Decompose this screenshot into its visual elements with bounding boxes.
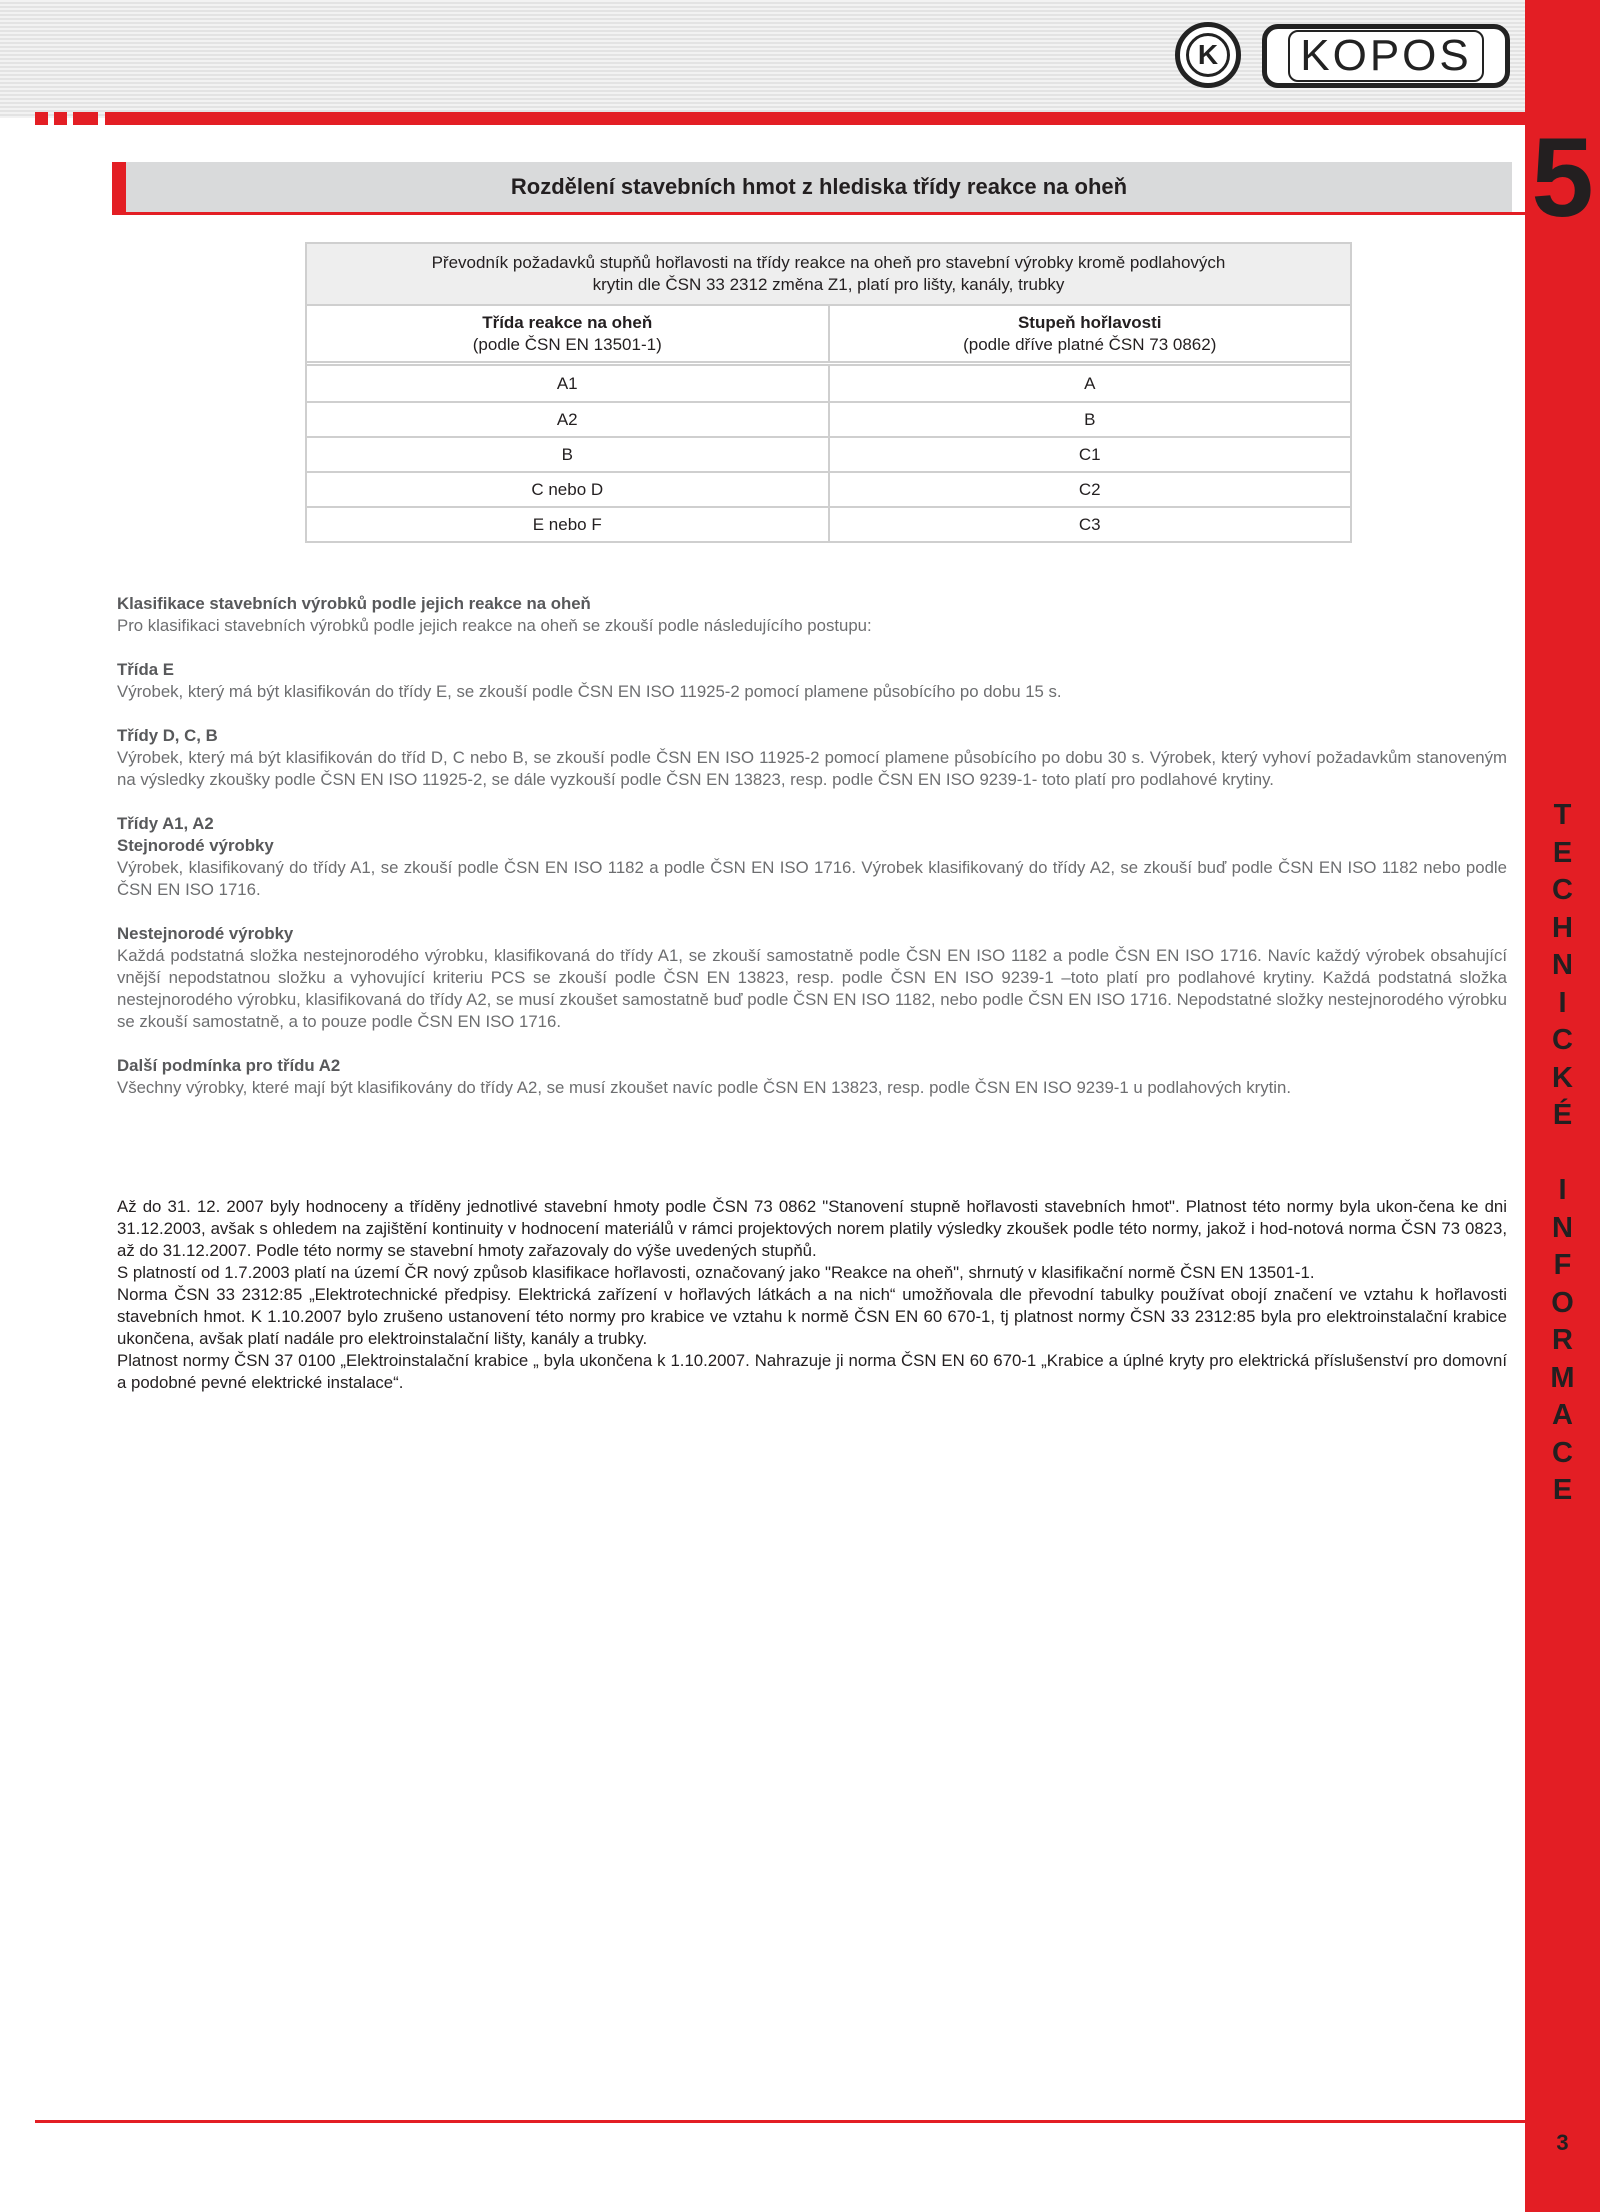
side-label-letter: M <box>1550 1361 1575 1394</box>
reaction-class-cell: C nebo D <box>531 479 604 499</box>
note-paragraph: S platností od 1.7.2003 platí na území ČR nový způsob klasifikace hořlavosti, označovaný jako "Reakce na oheň", shrnutý v klasifikační normě ČSN EN 13501-1. <box>117 1263 1315 1282</box>
side-label-letter: E <box>1552 836 1573 869</box>
side-label-letter: O <box>1551 1286 1574 1319</box>
side-label-letter: É <box>1552 1099 1573 1131</box>
class-e-heading: Třída E <box>117 660 174 679</box>
class-a-heading: Třídy A1, A2 <box>117 814 214 833</box>
table-header-col1: Třída reakce na oheň (podle ČSN EN 13501-1) <box>472 312 662 354</box>
reaction-class-cell: B <box>561 444 573 464</box>
class-a-text: Výrobek, klasifikovaný do třídy A1, se zkouší podle ČSN EN ISO 1182 a podle ČSN EN ISO 1716. Výrobek klasifikovaný do třídy A2, se zkouší buď podle ČSN EN ISO 1182 nebo podle ČSN EN ISO 1716. <box>117 858 1507 899</box>
side-label-letter: N <box>1552 949 1573 981</box>
header-red-line <box>105 112 1525 125</box>
classification-section <box>117 593 1507 1099</box>
flammability-grade-cell: A <box>828 366 1351 401</box>
flammability-grade-cell: C2 <box>828 473 1351 506</box>
a2-condition-heading: Další podmínka pro třídu A2 <box>117 1056 341 1075</box>
side-label-letter: H <box>1552 911 1573 944</box>
section-title-bar <box>112 162 1512 212</box>
table-row <box>307 401 1350 436</box>
table-row <box>307 436 1350 471</box>
classification-heading: Klasifikace stavebních výrobků podle jejich reakce na oheň <box>117 594 591 613</box>
footer-red-line <box>35 2120 1525 2123</box>
side-label-letter <box>1525 1135 1600 1173</box>
flammability-grade-cell: C1 <box>828 438 1351 471</box>
a2-condition-text: Všechny výrobky, které mají být klasifikovány do třídy A2, se musí zkoušet navíc podle ČSN EN 13823, resp. podle ČSN EN ISO 9239-1 u podlahových krytin. <box>117 1078 1291 1097</box>
page-title: Rozdělení stavebních hmot z hlediska třídy reakce na oheň <box>510 174 1128 199</box>
side-label-letter: R <box>1552 1324 1573 1356</box>
side-label-letter: T <box>1553 799 1572 831</box>
classification-intro: Pro klasifikaci stavebních výrobků podle jejich reakce na oheň se zkouší podle následujícího postupu: <box>117 616 872 635</box>
flammability-grade-cell: C3 <box>828 508 1351 541</box>
side-label-technicke-informace <box>1525 797 1600 1510</box>
side-label-letter: C <box>1552 1024 1573 1056</box>
chapter-number: 5 <box>1531 115 1594 240</box>
side-label-letter: F <box>1553 1249 1572 1281</box>
table-row <box>307 506 1350 541</box>
nonhomogeneous-text: Každá podstatná složka nestejnorodého výrobku, klasifikovaná do třídy A1, se zkouší samostatně podle ČSN EN ISO 1182 a podle ČSN EN ISO 1716. Navíc každý výrobek obsahující vnější nepodstatnou složku a vyhovující kriteriu PCS se zkouší podle ČSN EN 13823, resp. podle ČSN EN ISO 9239-1 –toto platí pro podlahové krytiny. Každá podstatná složka nestejnorodého výrobku, klasifikovaná do třídy A2, se musí zkoušet samostatně buď podle ČSN EN ISO 1182, nebo podle ČSN EN ISO 1716. Nepodstatné složky nestejnorodého výrobku se zkouší samostatně, a to pouze podle ČSN EN ISO 1716. <box>117 946 1507 1031</box>
table-header-col2: Stupeň hořlavosti (podle dříve platné ČSN 73 0862) <box>828 306 1351 361</box>
note-paragraph: Platnost normy ČSN 37 0100 „Elektroinstalační krabice „ byla ukončena k 1.10.2007. Nahrazuje ji norma ČSN EN 60 670-1 „Krabice a úplné kryty pro elektrická příslušenství pro domovní a podobné pevné elektrické instalace“. <box>117 1351 1507 1392</box>
reaction-class-cell: A1 <box>556 373 578 393</box>
note-paragraph: Až do 31. 12. 2007 byly hodnoceny a tříděny jednotlivé stavební hmoty podle ČSN 73 0862 "Stanovení stupně hořlavosti stavebních hmot". Platnost této normy byla ukon-čena ke dni 31.12.2003, avšak s ohledem na zajištění kontinuity v hodnocení materiálů v rámci projektových norem platily výsledky zkoušek podle této normy, jakož i hod-notová norma ČSN 73 0823, až do 31.12.2007. Podle této normy se stavební hmoty zařazovaly do výše uvedených stupňů. <box>117 1197 1507 1260</box>
side-label-letter: I <box>1558 1174 1567 1206</box>
reaction-class-cell: A2 <box>556 409 578 429</box>
kopos-monogram-logo <box>1175 22 1241 88</box>
reaction-class-cell: E nebo F <box>532 514 602 534</box>
history-notes <box>117 1196 1507 1394</box>
table-body <box>307 366 1350 541</box>
side-label-letter: I <box>1558 986 1567 1019</box>
side-label-letter: C <box>1552 1436 1573 1469</box>
class-e-text: Výrobek, který má být klasifikován do třídy E, se zkouší podle ČSN EN ISO 11925-2 pomocí plamene působícího po dobu 15 s. <box>117 682 1062 701</box>
logo-monogram: K <box>1186 33 1230 77</box>
page-number: 3 <box>1556 2130 1569 2155</box>
flammability-grade-cell: B <box>828 403 1351 436</box>
table-header <box>307 306 1350 366</box>
class-a-subheading: Stejnorodé výrobky <box>117 836 274 855</box>
table-row <box>307 366 1350 401</box>
class-dcb-heading: Třídy D, C, B <box>117 726 218 745</box>
class-dcb-text: Výrobek, který má být klasifikován do tříd D, C nebo B, se zkouší podle ČSN EN ISO 11925-2 pomocí plamene působícího po dobu 30 s. Výrobek, který vyhoví požadavkům stanoveným na výsledky zkoušky podle ČSN EN ISO 11925-2, se dále vyzkouší podle ČSN EN 13823, resp. podle ČSN EN ISO 9239-1- toto platí pro podlahové krytiny. <box>117 748 1507 789</box>
side-label-letter: N <box>1552 1211 1573 1244</box>
note-paragraph: Norma ČSN 33 2312:85 „Elektrotechnické předpisy. Elektrická zařízení v hořlavých látkách a na nich“ umožňovala dle převodní tabulky používat obojí značení ve vztahu k hořlavosti stavebních hmot. K 1.10.2007 bylo zrušeno ustanovení této normy pro krabice ve vztahu k normě ČSN EN 60 670-1, tj platnost normy ČSN 33 2312:85 byla pro elektroinstalační krabice ukončena, avšak platí nadále pro elektroinstalační lišty, kanály a trubky. <box>117 1285 1507 1348</box>
side-label-letter: E <box>1552 1474 1573 1506</box>
side-label-letter: C <box>1552 874 1573 906</box>
side-label-letter: K <box>1552 1061 1573 1094</box>
table-caption: Převodník požadavků stupňů hořlavosti na třídy reakce na oheň pro stavební výrobky kromě podlahových krytin dle ČSN 33 2312 změna Z1, platí pro lišty, kanály, trubky <box>307 244 1350 306</box>
side-label-letter: A <box>1552 1399 1573 1431</box>
nonhomogeneous-heading: Nestejnorodé výrobky <box>117 924 294 943</box>
table-row <box>307 471 1350 506</box>
logo-text: KOPOS <box>1288 30 1484 82</box>
conversion-table <box>305 242 1352 543</box>
kopos-wordmark-logo <box>1262 24 1510 88</box>
